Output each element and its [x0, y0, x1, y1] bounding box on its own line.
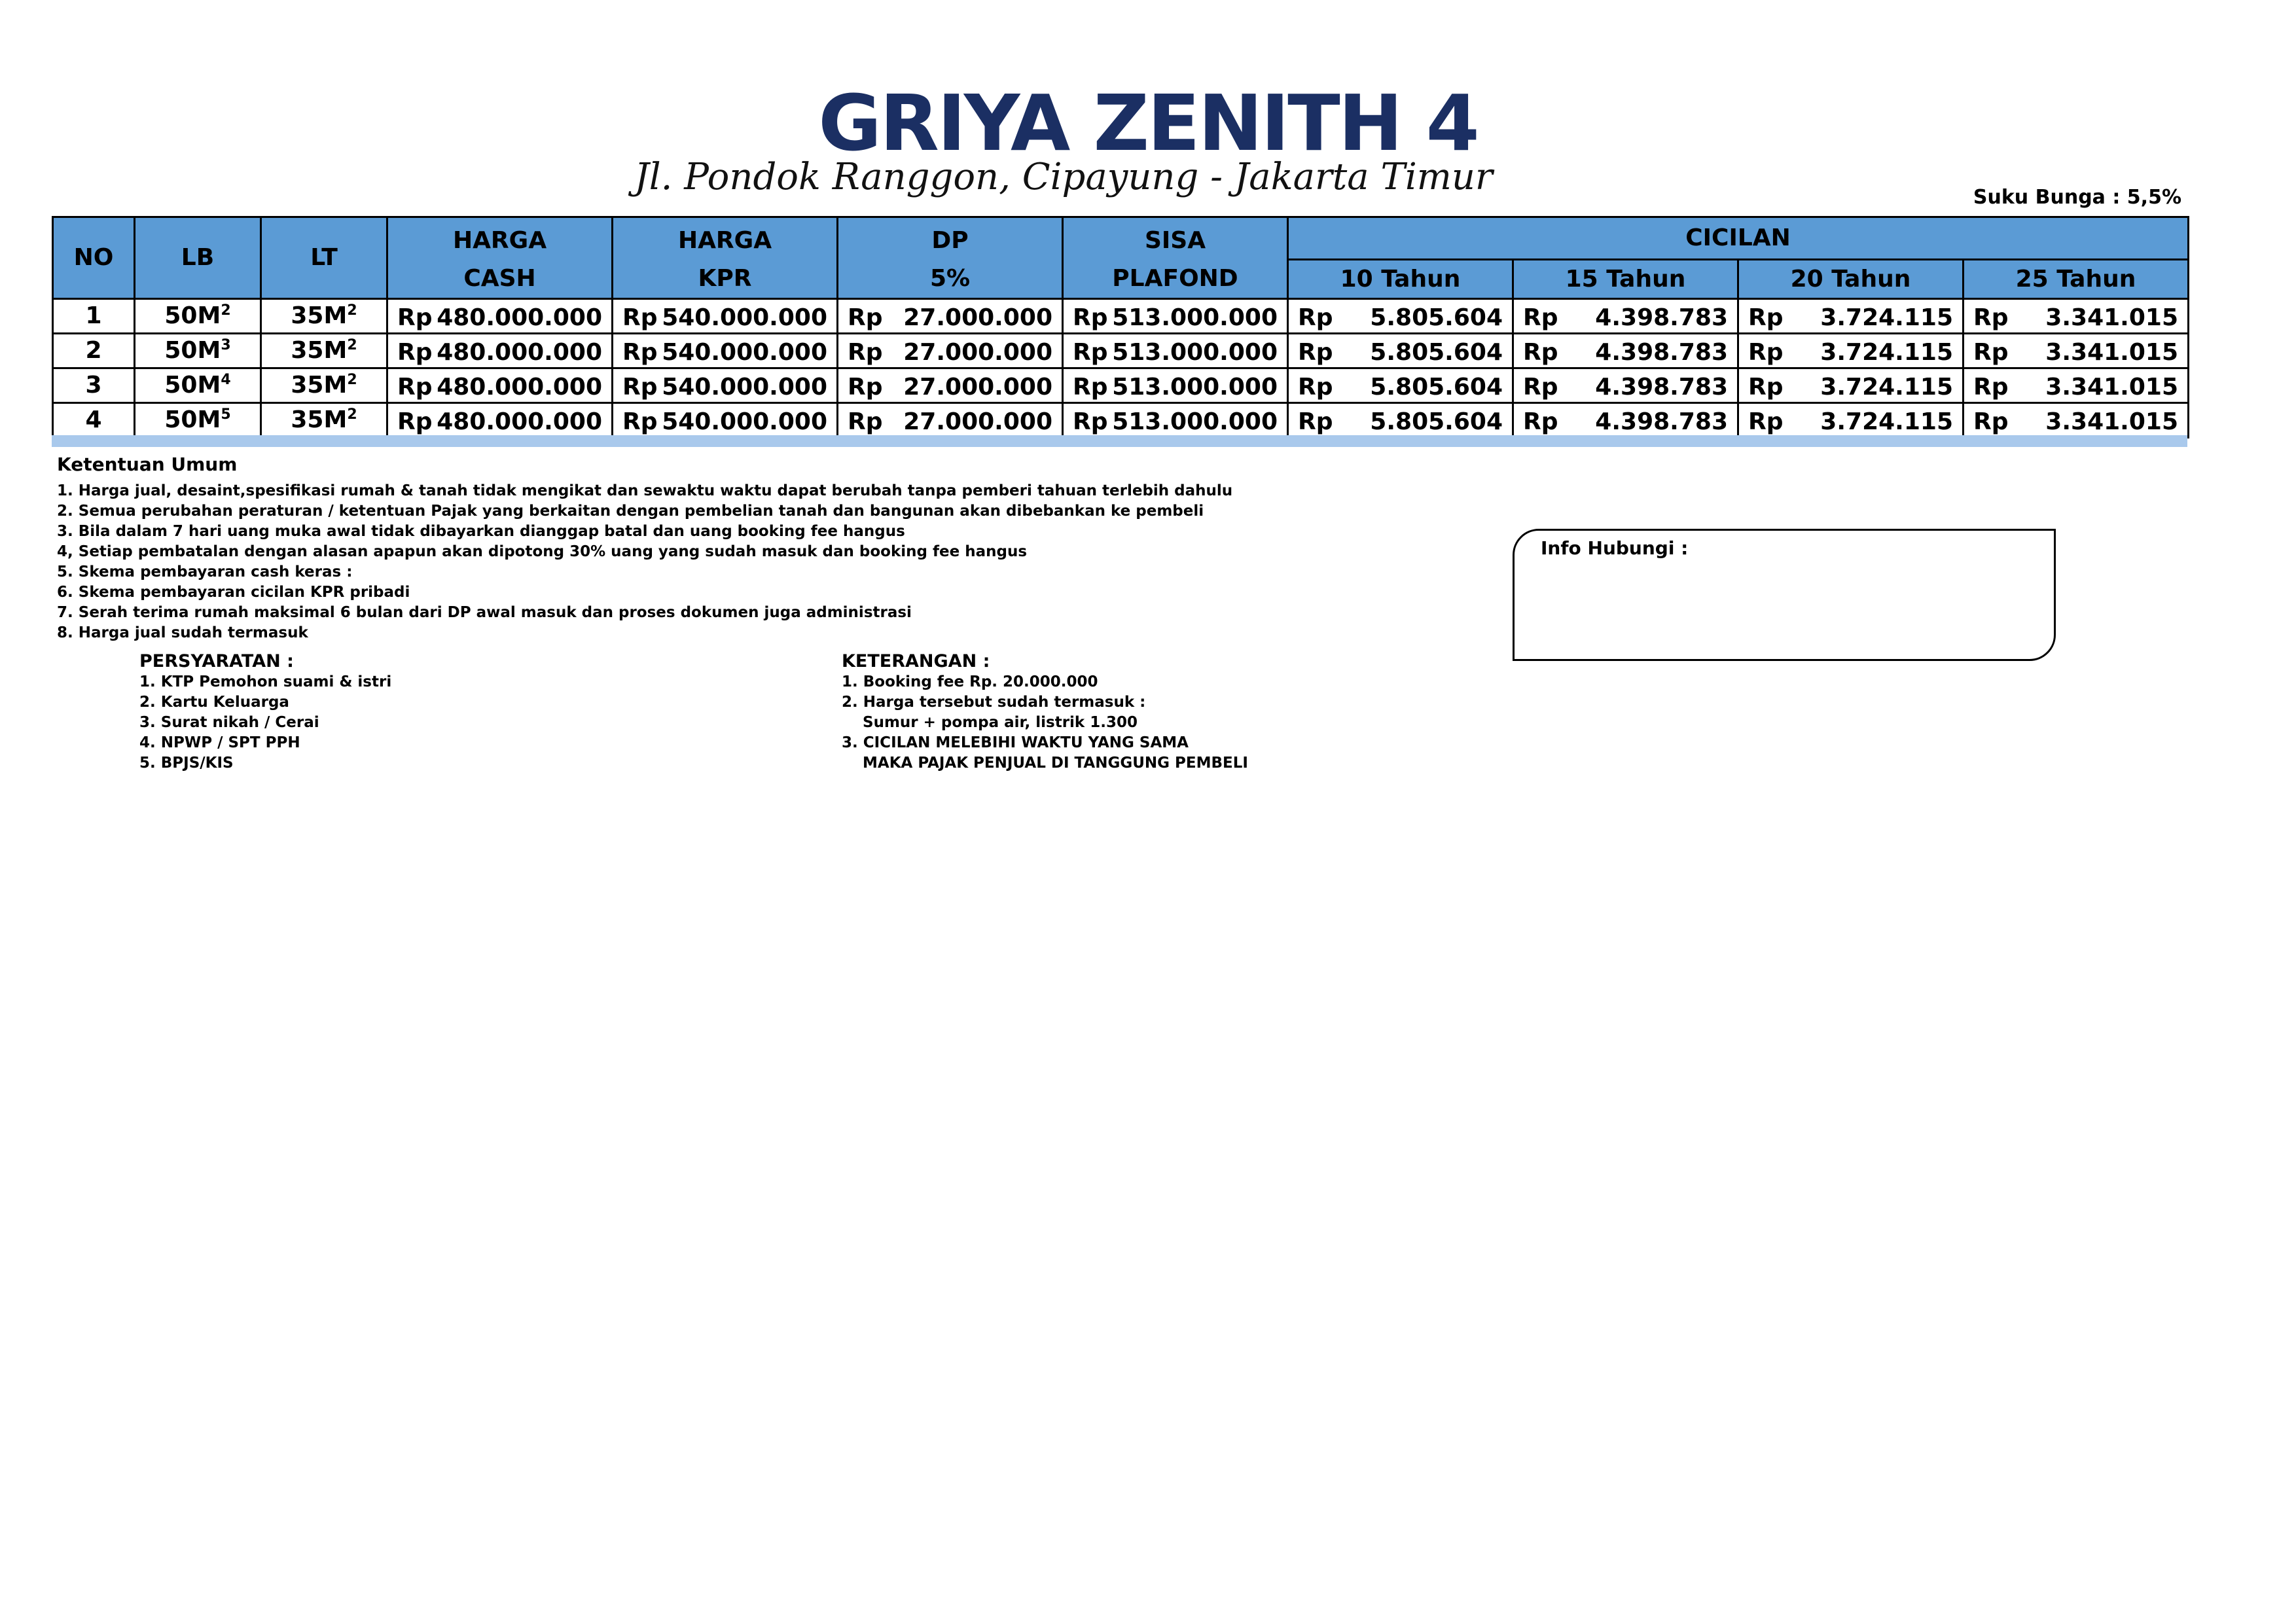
currency-label: Rp — [397, 408, 433, 435]
currency-label: Rp — [397, 338, 433, 366]
lb-cell: $50M^4$ — [135, 368, 261, 402]
terms-item: 4, Setiap pembatalan dengan alasan apapun akan dipotong 30% uang yang sudah masuk dan booking fee hangus — [57, 543, 1028, 560]
installment-20-cell — [1738, 298, 1964, 333]
currency-label: Rp — [1973, 408, 2009, 435]
note-item: 3. CICILAN MELEBIHI WAKTU YANG SAMA — [842, 734, 1189, 751]
note-item: 2. Harga tersebut sudah termasuk : — [842, 694, 1146, 711]
header-dp-line2: 5% — [838, 259, 1063, 298]
row-number-cell: 4 — [53, 402, 135, 437]
amount-value: 3.341.015 — [2045, 338, 2178, 366]
amount-value: 3.724.115 — [1820, 373, 1953, 401]
requirements-list — [139, 672, 391, 774]
header-kpr-line1: HARGA — [613, 217, 838, 260]
installment-10-cell — [1288, 333, 1513, 368]
row-number-cell: 1 — [53, 298, 135, 333]
amount-value: 4.398.783 — [1595, 408, 1728, 435]
requirement-item: 2. Kartu Keluarga — [139, 694, 289, 711]
currency-label: Rp — [1748, 373, 1784, 401]
installment-15-cell — [1513, 298, 1738, 333]
price-table — [52, 216, 2189, 438]
cash-price-cell — [387, 298, 613, 333]
amount-value: 27.000.000 — [903, 373, 1052, 401]
note-item: MAKA PAJAK PENJUAL DI TANGGUNG PEMBELI — [863, 755, 1248, 772]
header-lb: LB — [135, 217, 261, 299]
table-row — [53, 333, 2189, 368]
installment-25-cell — [1964, 333, 2189, 368]
currency-label: Rp — [1748, 408, 1784, 435]
header-plafond-line1: SISA — [1063, 217, 1288, 260]
currency-label: Rp — [1748, 304, 1784, 331]
amount-value: 513.000.000 — [1112, 338, 1278, 366]
notes-title: KETERANGAN : — [842, 651, 990, 671]
cash-price-cell — [387, 402, 613, 437]
kpr-price-cell — [613, 333, 838, 368]
header-dp-line1: DP — [838, 217, 1063, 260]
currency-label: Rp — [1523, 373, 1558, 401]
amount-value: 513.000.000 — [1112, 373, 1278, 401]
currency-label: Rp — [397, 304, 433, 331]
currency-label: Rp — [1973, 304, 2009, 331]
terms-item: 2. Semua perubahan peraturan / ketentuan Pajak yang berkaitan dengan pembelian tanah dan bangunan akan dibebankan ke pembeli — [57, 503, 1204, 520]
header-25-tahun: 25 Tahun — [1964, 259, 2189, 298]
header-cash-line1: HARGA — [387, 217, 613, 260]
dp-cell — [838, 368, 1063, 402]
requirement-item: 3. Surat nikah / Cerai — [139, 714, 319, 731]
amount-value: 3.341.015 — [2045, 304, 2178, 331]
installment-20-cell — [1738, 402, 1964, 437]
interest-rate-label: Suku Bunga : 5,5% — [1973, 186, 2181, 209]
terms-item: 3. Bila dalam 7 hari uang muka awal tidak dibayarkan dianggap batal dan uang booking fee hangus — [57, 523, 905, 540]
currency-label: Rp — [397, 373, 433, 401]
lt-cell: $35M^2$ — [261, 298, 387, 333]
terms-item: 5. Skema pembayaran cash keras : — [57, 563, 353, 580]
amount-value: 5.805.604 — [1370, 408, 1503, 435]
plafond-cell — [1063, 368, 1288, 402]
terms-list — [57, 481, 1232, 643]
amount-value: 4.398.783 — [1595, 338, 1728, 366]
lt-cell: $35M^2$ — [261, 333, 387, 368]
amount-value: 480.000.000 — [437, 408, 602, 435]
contact-info-label: Info Hubungi : — [1541, 537, 1689, 559]
currency-label: Rp — [1298, 338, 1333, 366]
plafond-cell — [1063, 298, 1288, 333]
amount-value: 540.000.000 — [662, 408, 827, 435]
installment-25-cell — [1964, 402, 2189, 437]
header-cash-line2: CASH — [387, 259, 613, 298]
currency-label: Rp — [1073, 338, 1108, 366]
currency-label: Rp — [848, 373, 883, 401]
installment-15-cell — [1513, 402, 1738, 437]
row-number-cell: 2 — [53, 333, 135, 368]
header-10-tahun: 10 Tahun — [1288, 259, 1513, 298]
currency-label: Rp — [622, 408, 658, 435]
header-15-tahun: 15 Tahun — [1513, 259, 1738, 298]
page-title: GRIYA ZENITH 4 — [818, 78, 1478, 168]
installment-10-cell — [1288, 402, 1513, 437]
contact-info-box — [1513, 529, 2056, 661]
amount-value: 3.724.115 — [1820, 408, 1953, 435]
lb-cell: $50M^3$ — [135, 333, 261, 368]
amount-value: 27.000.000 — [903, 408, 1052, 435]
amount-value: 3.724.115 — [1820, 304, 1953, 331]
amount-value: 3.724.115 — [1820, 338, 1953, 366]
note-item: 1. Booking fee Rp. 20.000.000 — [842, 673, 1098, 690]
kpr-price-cell — [613, 402, 838, 437]
currency-label: Rp — [1073, 304, 1108, 331]
currency-label: Rp — [848, 408, 883, 435]
currency-label: Rp — [848, 338, 883, 366]
amount-value: 513.000.000 — [1112, 304, 1278, 331]
amount-value: 5.805.604 — [1370, 373, 1503, 401]
cash-price-cell — [387, 333, 613, 368]
currency-label: Rp — [1523, 338, 1558, 366]
lb-cell: $50M^2$ — [135, 298, 261, 333]
currency-label: Rp — [1748, 338, 1784, 366]
plafond-cell — [1063, 333, 1288, 368]
header-20-tahun: 20 Tahun — [1738, 259, 1964, 298]
dp-cell — [838, 333, 1063, 368]
amount-value: 540.000.000 — [662, 373, 827, 401]
currency-label: Rp — [1073, 408, 1108, 435]
lt-cell: $35M^2$ — [261, 368, 387, 402]
amount-value: 5.805.604 — [1370, 304, 1503, 331]
header-no: NO — [53, 217, 135, 299]
amount-value: 3.341.015 — [2045, 373, 2178, 401]
terms-item: 7. Serah terima rumah maksimal 6 bulan dari DP awal masuk dan proses dokumen juga administrasi — [57, 604, 912, 621]
terms-item: 1. Harga jual, desaint,spesifikasi rumah & tanah tidak mengikat dan sewaktu waktu dapat berubah tanpa pemberi tahuan terlebih dahulu — [57, 482, 1233, 499]
amount-value: 540.000.000 — [662, 338, 827, 366]
lt-cell: $35M^2$ — [261, 402, 387, 437]
currency-label: Rp — [1973, 373, 2009, 401]
amount-value: 27.000.000 — [903, 304, 1052, 331]
requirements-title: PERSYARATAN : — [139, 651, 294, 671]
installment-20-cell — [1738, 333, 1964, 368]
terms-title: Ketentuan Umum — [57, 454, 238, 475]
header-cicilan: CICILAN — [1288, 217, 2189, 260]
amount-value: 3.341.015 — [2045, 408, 2178, 435]
installment-25-cell — [1964, 368, 2189, 402]
currency-label: Rp — [622, 304, 658, 331]
kpr-price-cell — [613, 298, 838, 333]
amount-value: 27.000.000 — [903, 338, 1052, 366]
currency-label: Rp — [1973, 338, 2009, 366]
currency-label: Rp — [848, 304, 883, 331]
amount-value: 480.000.000 — [437, 373, 602, 401]
amount-value: 480.000.000 — [437, 304, 602, 331]
table-footer-bar — [52, 435, 2187, 447]
cash-price-cell — [387, 368, 613, 402]
kpr-price-cell — [613, 368, 838, 402]
plafond-cell — [1063, 402, 1288, 437]
currency-label: Rp — [622, 338, 658, 366]
note-item: Sumur + pompa air, listrik 1.300 — [863, 714, 1138, 731]
currency-label: Rp — [1523, 408, 1558, 435]
table-row — [53, 298, 2189, 333]
header-lt: LT — [261, 217, 387, 299]
notes-list — [842, 672, 1248, 774]
amount-value: 4.398.783 — [1595, 373, 1728, 401]
currency-label: Rp — [1298, 373, 1333, 401]
amount-value: 480.000.000 — [437, 338, 602, 366]
amount-value: 540.000.000 — [662, 304, 827, 331]
dp-cell — [838, 298, 1063, 333]
address-subtitle: Jl. Pondok Ranggon, Cipayung - Jakarta Timur — [634, 156, 1493, 198]
installment-15-cell — [1513, 368, 1738, 402]
terms-item: 6. Skema pembayaran cicilan KPR pribadi — [57, 584, 410, 601]
header-kpr-line2: KPR — [613, 259, 838, 298]
installment-20-cell — [1738, 368, 1964, 402]
table-row — [53, 368, 2189, 402]
row-number-cell: 3 — [53, 368, 135, 402]
currency-label: Rp — [1298, 408, 1333, 435]
installment-15-cell — [1513, 333, 1738, 368]
currency-label: Rp — [622, 373, 658, 401]
lb-cell: $50M^5$ — [135, 402, 261, 437]
requirement-item: 1. KTP Pemohon suami & istri — [139, 673, 392, 690]
requirement-item: 5. BPJS/KIS — [139, 755, 234, 772]
terms-item: 8. Harga jual sudah termasuk — [57, 624, 308, 641]
requirement-item: 4. NPWP / SPT PPH — [139, 734, 300, 751]
currency-label: Rp — [1073, 373, 1108, 401]
installment-10-cell — [1288, 298, 1513, 333]
installment-25-cell — [1964, 298, 2189, 333]
amount-value: 5.805.604 — [1370, 338, 1503, 366]
amount-value: 513.000.000 — [1112, 408, 1278, 435]
installment-10-cell — [1288, 368, 1513, 402]
dp-cell — [838, 402, 1063, 437]
table-row — [53, 402, 2189, 437]
currency-label: Rp — [1523, 304, 1558, 331]
header-plafond-line2: PLAFOND — [1063, 259, 1288, 298]
currency-label: Rp — [1298, 304, 1333, 331]
amount-value: 4.398.783 — [1595, 304, 1728, 331]
